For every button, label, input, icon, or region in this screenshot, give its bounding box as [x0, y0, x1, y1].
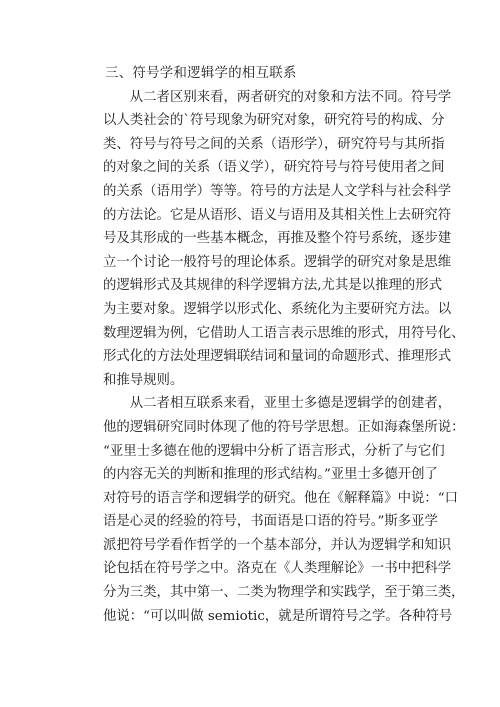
text-line: 号及其形成的一些基本概念，再推及整个符号系统，逐步建 — [103, 231, 452, 247]
text-line: 从二者区别来看，两者研究的对象和方法不同。符号学 — [103, 89, 452, 105]
text-line: 数理逻辑为例，它借助人工语言表示思维的形式，用符号化、 — [103, 325, 465, 341]
text-line: 分为三类，其中第一、二类为物理学和实践学，至于第三类， — [103, 585, 465, 601]
text-line: 他说：“可以叫做 semiotic，就是所谓符号之学。各种符号 — [103, 608, 453, 624]
text-line: 的关系（语用学）等等。符号的方法是人文学科与社会科学 — [103, 183, 452, 199]
text-line: 的方法论。它是从语形、语义与语用及其相关性上去研究符 — [103, 207, 452, 223]
text-line: 的内容无关的判断和推理的形式结构。”亚里士多德开创了 — [103, 467, 438, 483]
paragraphs-container — [103, 86, 465, 629]
paragraph — [103, 86, 465, 393]
text-line: 类、符号与符号之间的关系（语形学），研究符号与其所指 — [103, 136, 445, 152]
text-line: “亚里士多德在他的逻辑中分析了语言形式，分析了与它们 — [103, 443, 445, 459]
text-line: 形式化的方法处理逻辑联结词和量词的命题形式、推理形式 — [103, 349, 452, 365]
text-line: 语是心灵的经验的符号，书面语是口语的符号。”斯多亚学 — [103, 514, 438, 530]
text-line: 为主要对象。逻辑学以形式化、系统化为主要研究方法。以 — [103, 301, 452, 317]
text-line: 和推导规则。 — [103, 372, 184, 388]
text-line: 派把符号学看作哲学的一个基本部分，并认为逻辑学和知识 — [103, 537, 452, 553]
section-heading: 三、符号学和逻辑学的相互联系 — [105, 66, 297, 81]
text-line: 他的逻辑研究同时体现了他的符号学思想。正如海森堡所说： — [103, 419, 465, 435]
text-line: 的逻辑形式及其规律的科学逻辑方法,尤其是以推理的形式 — [103, 278, 443, 294]
paragraph — [103, 392, 465, 628]
text-line: 的对象之间的关系（语义学），研究符号与符号使用者之间 — [103, 160, 445, 176]
text-line: 以人类社会的`符号现象为研究对象，研究符号的构成、分 — [103, 113, 445, 129]
text-line: 从二者相互联系来看，亚里士多德是逻辑学的创建者， — [103, 396, 452, 412]
text-body — [103, 62, 465, 628]
text-line: 论包括在符号学之中。洛克在《人类理解论》一书中把科学 — [103, 561, 452, 577]
text-line: 对符号的语言学和逻辑学的研究。他在《解释篇》中说：“口 — [103, 490, 458, 506]
text-line: 立一个讨论一般符号的理论体系。逻辑学的研究对象是思维 — [103, 254, 452, 270]
